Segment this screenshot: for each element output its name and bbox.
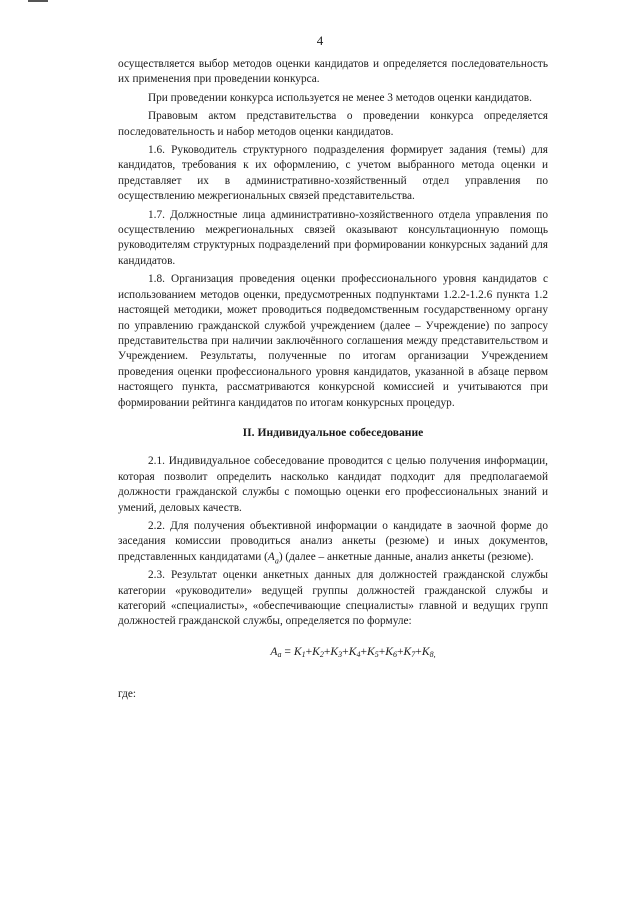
- paragraph-1-7: 1.7. Должностные лица административно-хозяйственного отдела управления по осуществлению межрегиональных связей оказывают консультационную помощь руководителям структурных подразделений при формировании конкурсных заданий для кандидатов.: [118, 208, 548, 267]
- paragraph-2-3: 2.3. Результат оценки анкетных данных для должностей гражданской службы категории «руководители» ведущей группы должностей гражданской службы и категорий «специалисты», «обеспечивающие специалисты» главной и ведущих групп должностей гражданской службы, определяется по формуле:: [118, 569, 548, 628]
- formula-term: $K_4$: [348, 644, 361, 659]
- paragraph-2-2-text-before: 2.2. Для получения объективной информации о кандидате в заочной форме до заседания комиссии проводиться анализ анкеты (резюме) и иных документов, представленных кандидатами (: [118, 519, 548, 563]
- formula-plus: +: [360, 644, 367, 658]
- paragraph-2-1: 2.1. Индивидуальное собеседование проводится с целью получения информации, которая позволит определить насколько кандидат подходит для предполагаемой должности гражданской службы с помощью оценки его профессиональных знаний и умений, деловых качеств.: [118, 455, 548, 514]
- formula-term: $K_{8,}$: [421, 644, 436, 659]
- formula-lhs: $A_a$: [270, 644, 282, 659]
- formula-plus: +: [415, 644, 422, 658]
- scan-corner-mark: [28, 0, 48, 2]
- formula-equals: =: [281, 644, 294, 658]
- formula-plus: +: [323, 644, 331, 658]
- section-heading: II. Индивидуальное собеседование: [242, 425, 424, 439]
- page-number: 4: [316, 33, 324, 48]
- formula-plus: +: [342, 644, 349, 658]
- paragraph-2-2-text-after: ) (далее – анкетные данные, анализ анкеты (резюме).: [278, 550, 534, 563]
- paragraph-continuation: осуществляется выбор методов оценки кандидатов и определяется последовательность их применения при проведении конкурса.: [118, 58, 548, 86]
- formula-plus: +: [378, 644, 386, 658]
- formula-term: $K_1$: [293, 644, 306, 659]
- where-label: где:: [118, 688, 136, 701]
- formula-term: $K_2$: [312, 644, 324, 659]
- formula-plus: +: [397, 644, 404, 658]
- paragraph-2-2: [118, 519, 548, 565]
- document-body: [118, 57, 548, 703]
- formula-term: $K_7$: [403, 644, 416, 659]
- formula-term: $K_6$: [385, 644, 397, 659]
- formula: [118, 644, 548, 659]
- formula-term: $K_5$: [366, 644, 379, 659]
- paragraph-1-8: 1.8. Организация проведения оценки профессионального уровня кандидатов с использованием методов оценки, предусмотренных подпунктами 1.2.2-1.2.6 пункта 1.2 настоящей методики, может проводиться подведомственным государственному органу по управлению гражданской службой учреждением (далее – Учреждение) по запросу представительства при наличии заключённого соглашения между представительством и Учреждением. Результаты, полученные по итогам организации Учреждением проведения оценки профессионального уровня кандидатов, указанной в абзаце первом настоящего пункта, рассматриваются конкурсной комиссией и учитываются при формировании рейтинга кандидатов по итогам конкурсных процедур.: [118, 273, 548, 409]
- formula-term: $K_3$: [330, 644, 343, 659]
- variable-a: $A_a$: [267, 550, 279, 566]
- paragraph-1-6: 1.6. Руководитель структурного подразделения формирует задания (темы) для кандидатов, требования к их оформлению, с учетом выбранного метода оценки и представляет их в административно-хозяйственный отдел управления по осуществлению межрегиональных связей представительства.: [118, 144, 548, 203]
- paragraph-legal-act: Правовым актом представительства о проведении конкурса определяется последовательность и набор методов оценки кандидатов.: [118, 110, 548, 138]
- formula-plus: +: [305, 644, 313, 658]
- paragraph-methods-count: При проведении конкурса используется не менее 3 методов оценки кандидатов.: [148, 91, 532, 104]
- formula-terms: [294, 645, 436, 658]
